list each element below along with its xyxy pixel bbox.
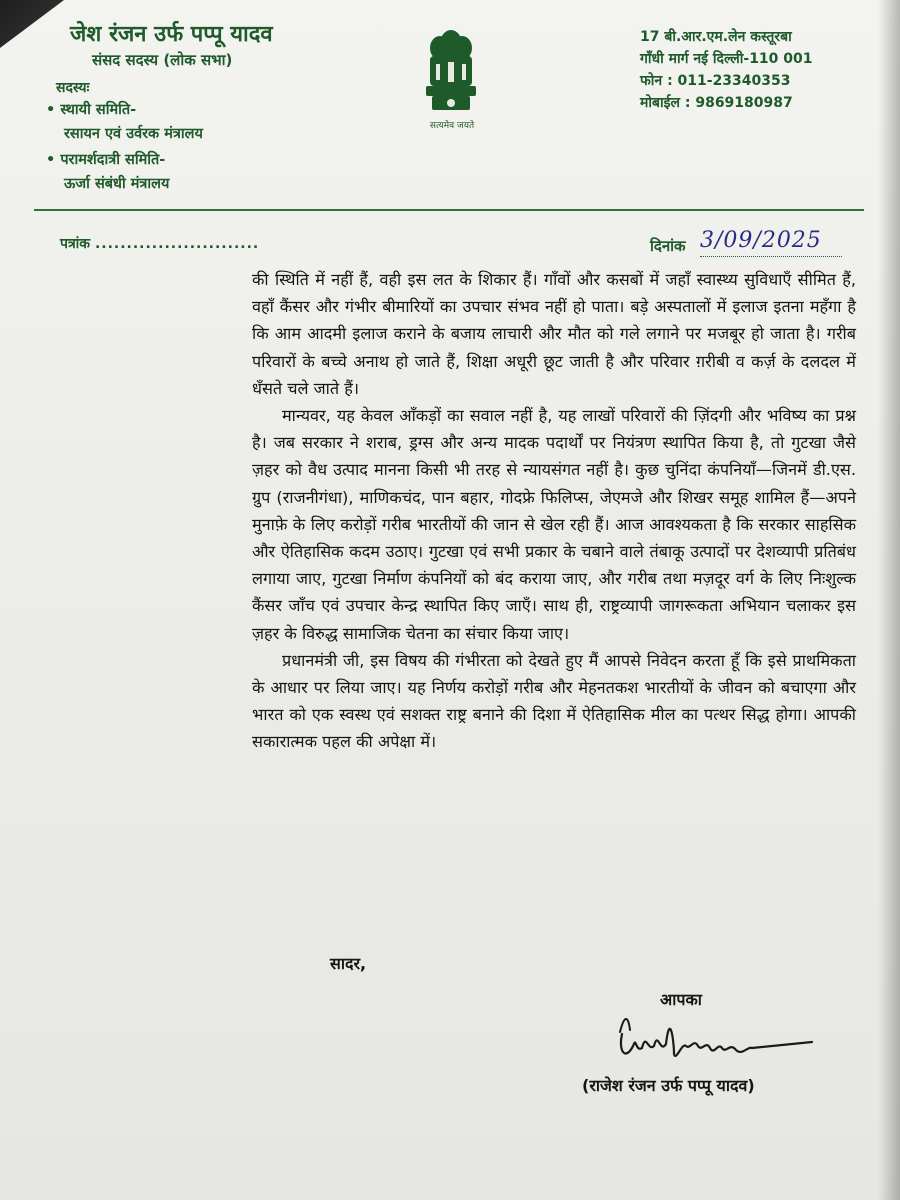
phone-line: फोन : 011-23340353 (640, 73, 791, 89)
reference-number (60, 234, 259, 253)
date-label: दिनांक (650, 237, 686, 255)
committee-ministry: रसायन एवं उर्वरक मंत्रालय (64, 126, 203, 142)
committee-ministry: ऊर्जा संबंधी मंत्रालय (64, 176, 170, 192)
address-line: 17 बी.आर.एम.लेन कस्तूरबा (640, 29, 792, 45)
letter-body (252, 266, 856, 756)
committee-title: • परामर्शदात्री समिति- (46, 152, 166, 168)
date-value: 3/09/2025 (700, 228, 822, 253)
signatory-name: (राजेश रंजन उर्फ पप्पू यादव) (582, 1076, 755, 1095)
reference-dots: .......................... (94, 236, 260, 252)
date-underline (700, 256, 842, 257)
photo-edge-shadow (0, 0, 64, 48)
address-line: गाँधी मार्ग नई दिल्ली-110 001 (640, 51, 813, 67)
photo-right-shadow (878, 0, 900, 1200)
emblem-motto: सत्यमेव जयते (429, 121, 475, 131)
member-label: सदस्यः (56, 80, 90, 96)
committee-consultative (46, 148, 169, 196)
reference-label: पत्रांक (60, 236, 91, 252)
body-paragraph: की स्थिति में नहीं हैं, वही इस लत के शिकार हैं। गाँवों और कसबों में जहाँ स्वास्थ्य सुविधाएँ सीमित हैं, वहाँ कैंसर और गंभीर बीमारियों का उपचार संभव नहीं हो पाता। बड़े अस्पतालों में इलाज इतना महँगा है कि आम आदमी इलाज कराने के बजाय लाचारी और मौत को गले लगाने पर मजबूर हो जाता है। गरीब परिवारों के बच्चे अनाथ हो जाते हैं, शिक्षा अधूरी छूट जाती है और परिवार ग़रीबी व कर्ज़ के दलदल में धँसते चले जाते हैं। (252, 270, 856, 398)
letterhead-divider (34, 209, 864, 211)
yours-label: आपका (660, 990, 702, 1009)
sender-role: संसद सदस्य (लोक सभा) (92, 51, 233, 69)
sender-name: जेश रंजन उर्फ पप्पू यादव (70, 22, 273, 47)
body-paragraph: मान्यवर, यह केवल आँकड़ों का सवाल नहीं है, यह लाखों परिवारों की ज़िंदगी और भविष्य का प्रश्न है। जब सरकार ने शराब, ड्रग्स और अन्य मादक पदार्थों पर नियंत्रण स्थापित किया है, तो गुटखा जैसे ज़हर को वैध उत्पाद मानना किसी भी तरह से न्यायसंगत नहीं है। कुछ चुनिंदा कंपनियाँ—जिनमें डी.एस. ग्रुप (राजनीगंधा), माणिकचंद, पान बहार, गोदफ्रे फिलिप्स, जेएमजे और शिखर समूह शामिल हैं—अपने मुनाफ़े के लिए करोड़ों गरीब भारतीयों की जान से खेल रही हैं। आज आवश्यकता है कि सरकार साहसिक और ऐतिहासिक कदम उठाए। गुटखा एवं सभी प्रकार के चबाने वाले तंबाकू उत्पादों पर देशव्यापी प्रतिबंध लगाया जाए, गुटखा निर्माण कंपनियों को बंद कराया जाए, और गरीब तथा मज़दूर वर्ग के लिए निःशुल्क कैंसर जाँच एवं उपचार केन्द्र स्थापित किए जाएँ। साथ ही, राष्ट्रव्यापी जागरूकता अभियान चलाकर इस ज़हर के विरुद्ध सामाजिक चेतना का संचार किया जाए। (252, 406, 856, 643)
handwritten-signature-icon (612, 1002, 832, 1072)
body-paragraph: प्रधानमंत्री जी, इस विषय की गंभीरता को देखते हुए मैं आपसे निवेदन करता हूँ कि इसे प्राथमिकता के आधार पर लिया जाए। यह निर्णय करोड़ों गरीब और मेहनतकश भारतीयों के जीवन को बचाएगा और भारत को एक स्वस्थ एवं सशक्त राष्ट्र बनाने की दिशा में ऐतिहासिक मील का पत्थर सिद्ध होगा। आपकी सकारात्मक पहल की अपेक्षा में। (252, 650, 856, 752)
mobile-line: मोबाईल : 9869180987 (640, 95, 793, 111)
committee-title: • स्थायी समिति- (46, 102, 137, 118)
closing-salutation: सादर, (330, 954, 367, 973)
sender-address (640, 26, 813, 114)
committee-standing (46, 98, 203, 146)
